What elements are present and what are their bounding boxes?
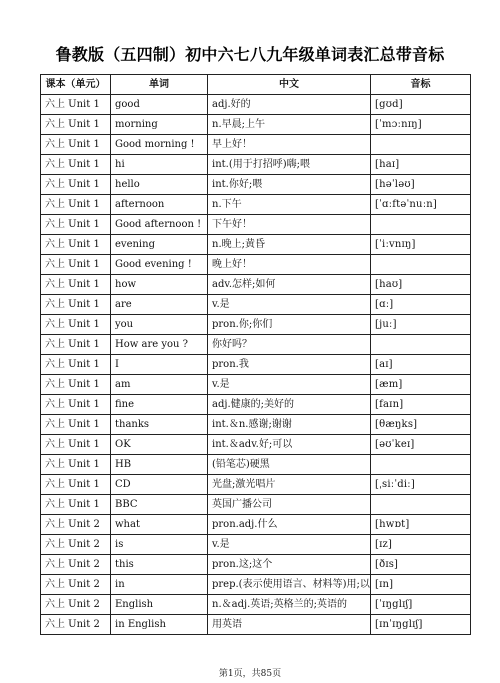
phonetic-cell: [ɪz] [371,535,471,555]
word-cell: English [111,595,208,615]
table-body [41,95,471,635]
chinese-cell: 光盘;激光唱片 [208,475,371,495]
table-row [41,235,471,255]
unit-cell: 六上 Unit 1 [41,415,111,435]
table-row [41,395,471,415]
word-cell: what [111,515,208,535]
phonetic-cell: [ˈmɔːnɪŋ] [371,115,471,135]
unit-cell: 六上 Unit 1 [41,175,111,195]
chinese-cell: pron.我 [208,355,371,375]
table-row [41,495,471,515]
phonetic-cell: [gʊd] [371,95,471,115]
phonetic-cell: [æm] [371,375,471,395]
word-cell: hi [111,155,208,175]
unit-cell: 六上 Unit 1 [41,495,111,515]
word-cell: BBC [111,495,208,515]
vocabulary-table [40,74,471,635]
chinese-cell: int.你好;喂 [208,175,371,195]
chinese-cell: n.＆adj.英语;英格兰的;英语的 [208,595,371,615]
unit-cell: 六上 Unit 1 [41,195,111,215]
table-row [41,455,471,475]
chinese-cell: int.＆adv.好;可以 [208,435,371,455]
header-chinese: 中文 [208,75,371,95]
chinese-cell: pron.这;这个 [208,555,371,575]
unit-cell: 六上 Unit 2 [41,615,111,635]
word-cell: I [111,355,208,375]
word-cell: in English [111,615,208,635]
table-row [41,275,471,295]
phonetic-cell [371,255,471,275]
table-row [41,435,471,455]
phonetic-cell: [ˈiːvnɪŋ] [371,235,471,255]
chinese-cell: 晚上好！ [208,255,371,275]
table-row [41,335,471,355]
table-header-row [41,75,471,95]
word-cell: HB [111,455,208,475]
chinese-cell: 下午好！ [208,215,371,235]
table-row [41,475,471,495]
unit-cell: 六上 Unit 1 [41,275,111,295]
phonetic-cell: [ˈɪŋglɪʃ] [371,595,471,615]
word-cell: thanks [111,415,208,435]
word-cell: morning [111,115,208,135]
table-row [41,375,471,395]
chinese-cell: 早上好！ [208,135,371,155]
phonetic-cell [371,455,471,475]
unit-cell: 六上 Unit 1 [41,255,111,275]
chinese-cell: v.是 [208,295,371,315]
phonetic-cell: [ðɪs] [371,555,471,575]
word-cell: in [111,575,208,595]
word-cell: is [111,535,208,555]
unit-cell: 六上 Unit 1 [41,295,111,315]
header-phonetic: 音标 [371,75,471,95]
chinese-cell: v.是 [208,375,371,395]
phonetic-cell [371,495,471,515]
phonetic-cell: [əʊˈkeɪ] [371,435,471,455]
phonetic-cell: [faɪn] [371,395,471,415]
unit-cell: 六上 Unit 1 [41,395,111,415]
table-row [41,175,471,195]
unit-cell: 六上 Unit 1 [41,215,111,235]
table-row [41,555,471,575]
chinese-cell: n.早晨;上午 [208,115,371,135]
word-cell: CD [111,475,208,495]
phonetic-cell: [ɪn] [371,575,471,595]
chinese-cell: pron.adj.什么 [208,515,371,535]
unit-cell: 六上 Unit 1 [41,355,111,375]
table-row [41,575,471,595]
unit-cell: 六上 Unit 1 [41,235,111,255]
table-row [41,295,471,315]
chinese-cell: int.＆n.感谢;谢谢 [208,415,371,435]
table-row [41,135,471,155]
table-row [41,315,471,335]
table-row [41,515,471,535]
page-number: 第1页，共85页 [218,669,282,679]
unit-cell: 六上 Unit 1 [41,155,111,175]
page-title: 鲁教版（五四制）初中六七八九年级单词表汇总带音标 [55,45,445,64]
phonetic-cell: [hwɒt] [371,515,471,535]
unit-cell: 六上 Unit 1 [41,95,111,115]
unit-cell: 六上 Unit 2 [41,555,111,575]
unit-cell: 六上 Unit 2 [41,535,111,555]
chinese-cell: prep.(表示使用语言、材料等)用;以 [208,575,371,595]
word-cell: am [111,375,208,395]
chinese-cell: pron.你;你们 [208,315,371,335]
phonetic-cell: [ɑː] [371,295,471,315]
chinese-cell: 用英语 [208,615,371,635]
table-row [41,595,471,615]
word-cell: OK [111,435,208,455]
phonetic-cell: [juː] [371,315,471,335]
chinese-cell: 你好吗？ [208,335,371,355]
table-row [41,155,471,175]
phonetic-cell: [ˌsiːˈdiː] [371,475,471,495]
chinese-cell: 英国广播公司 [208,495,371,515]
word-cell: hello [111,175,208,195]
phonetic-cell [371,335,471,355]
word-cell: fine [111,395,208,415]
phonetic-cell: [aɪ] [371,355,471,375]
unit-cell: 六上 Unit 1 [41,115,111,135]
phonetic-cell [371,135,471,155]
word-cell: afternoon [111,195,208,215]
phonetic-cell: [θæŋks] [371,415,471,435]
table-row [41,415,471,435]
table-row [41,195,471,215]
word-cell: Good afternoon ! [111,215,208,235]
unit-cell: 六上 Unit 1 [41,375,111,395]
unit-cell: 六上 Unit 1 [41,435,111,455]
chinese-cell: n.晚上;黄昏 [208,235,371,255]
table-row [41,215,471,235]
word-cell: how [111,275,208,295]
chinese-cell: adj.好的 [208,95,371,115]
unit-cell: 六上 Unit 1 [41,335,111,355]
word-cell: this [111,555,208,575]
table-row [41,535,471,555]
header-unit: 课本（单元） [41,75,111,95]
unit-cell: 六上 Unit 1 [41,475,111,495]
word-cell: are [111,295,208,315]
word-cell: Good evening ! [111,255,208,275]
chinese-cell: (铅笔芯)硬黑 [208,455,371,475]
chinese-cell: adj.健康的;美好的 [208,395,371,415]
unit-cell: 六上 Unit 2 [41,595,111,615]
phonetic-cell: [ɪnˈɪŋglɪʃ] [371,615,471,635]
word-cell: Good morning ! [111,135,208,155]
word-cell: you [111,315,208,335]
phonetic-cell: [həˈləʊ] [371,175,471,195]
unit-cell: 六上 Unit 1 [41,315,111,335]
header-word: 单词 [111,75,208,95]
chinese-cell: int.(用于打招呼)嗨;喂 [208,155,371,175]
phonetic-cell: [haɪ] [371,155,471,175]
unit-cell: 六上 Unit 1 [41,455,111,475]
unit-cell: 六上 Unit 2 [41,515,111,535]
chinese-cell: v.是 [208,535,371,555]
table-row [41,255,471,275]
table-row [41,355,471,375]
word-cell: good [111,95,208,115]
table-row [41,95,471,115]
table-row [41,615,471,635]
unit-cell: 六上 Unit 1 [41,135,111,155]
chinese-cell: adv.怎样;如何 [208,275,371,295]
phonetic-cell: [ˈɑːftəˈnuːn] [371,195,471,215]
unit-cell: 六上 Unit 2 [41,575,111,595]
phonetic-cell [371,215,471,235]
chinese-cell: n.下午 [208,195,371,215]
word-cell: How are you ? [111,335,208,355]
table-row [41,115,471,135]
word-cell: evening [111,235,208,255]
phonetic-cell: [haʊ] [371,275,471,295]
